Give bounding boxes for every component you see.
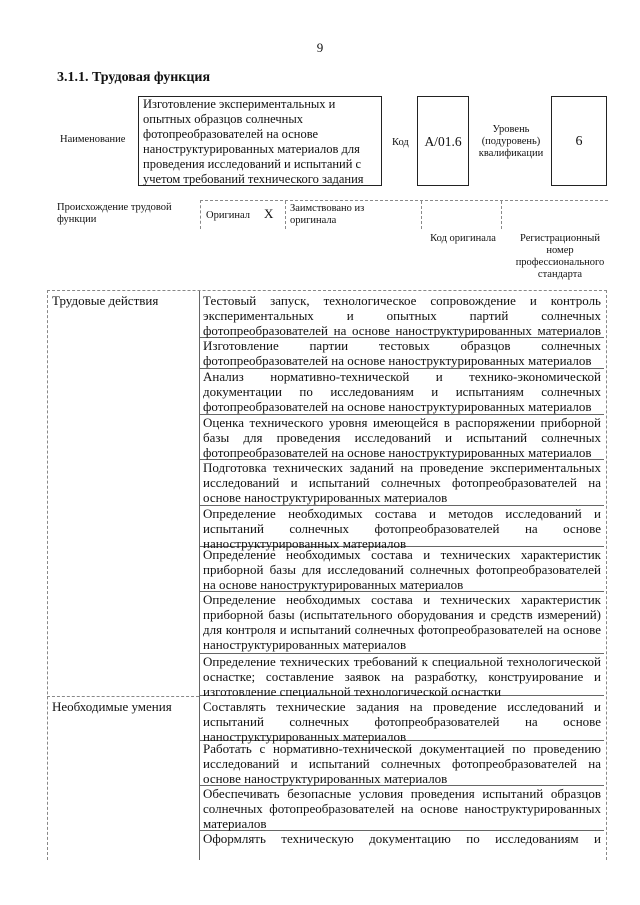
section-divider [47,696,199,697]
code-value: A/01.6 [417,96,469,186]
list-item: Определение необходимых состава и технических характеристик приборной базы для исследований солнечных фотопреобразователей на основе наноструктурированных материалов [200,547,604,592]
skills-label: Необходимые умения [52,699,172,714]
section-heading: 3.1.1. Трудовая функция [57,70,211,85]
page-number: 9 [316,40,324,55]
origin-row [200,200,608,229]
labor-actions-label: Трудовые действия [52,293,159,308]
list-item: Анализ нормативно-технической и технико-экономической документации по исследованиям и испытаниям солнечных фотопреобразователей на основе наноструктурированных материалов [200,369,604,415]
borrowed-label: Заимствовано из оригинала [290,203,365,226]
origin-label: Происхождение трудовой функции [57,202,172,225]
list-item: Определение технических требований к специальной технологической оснастке; составление заявок на разработку, конструирование и изготовление специальной технологической оснастки [200,654,604,696]
origin-divider [285,201,286,229]
list-item: Работать с нормативно-технической документацией по проведению исследований и испытаний солнечных фотопреобразователей на основе наноструктурированных материалов [200,741,604,786]
list-item: Обеспечивать безопасные условия проведения испытаний образцов солнечных фотопреобразователей на основе наноструктурированных материалов [200,786,604,831]
original-label: Оригинал [206,210,250,221]
code-label: Код [392,137,409,148]
original-mark: X [264,206,274,221]
table-left-border [47,290,48,860]
origin-divider [501,201,502,229]
reg-number-label: Регистрационный номер профессионального стандарта [515,233,605,280]
list-item: Определение необходимых состава и методов исследований и испытаний солнечных фотопреобразователей на основе наноструктурированных материалов [200,506,604,547]
list-item: Оформлять техническую документацию по исследованиям и [203,831,601,846]
table-right-border [606,290,607,860]
list-item: Тестовый запуск, технологическое сопровождение и контроль экспериментальных и опытных партий солнечных фотопреобразователей на основе наноструктурированных материалов [200,293,604,338]
list-item: Изготовление партии тестовых образцов солнечных фотопреобразователей на основе наноструктурированных материалов [200,338,604,369]
level-label: Уровень (подуровень) квалификации [478,124,544,159]
table-top-border [47,290,607,291]
list-item: Подготовка технических заданий на проведение экспериментальных исследований и испытаний солнечных фотопреобразователей на основе наноструктурированных материалов [200,460,604,506]
name-label: Наименование [60,134,126,145]
list-item: Оценка технического уровня имеющейся в распоряжении приборной базы для проведения исследований и испытаний солнечных фотопреобразователей на основе наноструктурированных материалов [200,415,604,460]
list-item: Составлять технические задания на проведение исследований и испытаний солнечных фотопреобразователей на основе наноструктурированных материалов [200,699,604,741]
list-item: Определение необходимых состава и технических характеристик приборной базы (испытательного оборудования и средств измерений) для контроля и испытаний солнечных фотопреобразователей на основе наноструктурированных материалов [200,592,604,654]
name-value: Изготовление экспериментальных и опытных образцов солнечных фотопреобразователей на основе наноструктурированных материалов для проведения исследований и испытаний с учетом требований технического задания [138,96,382,186]
origin-divider [421,201,422,229]
level-value: 6 [551,96,607,186]
code-original-label: Код оригинала [430,233,496,244]
